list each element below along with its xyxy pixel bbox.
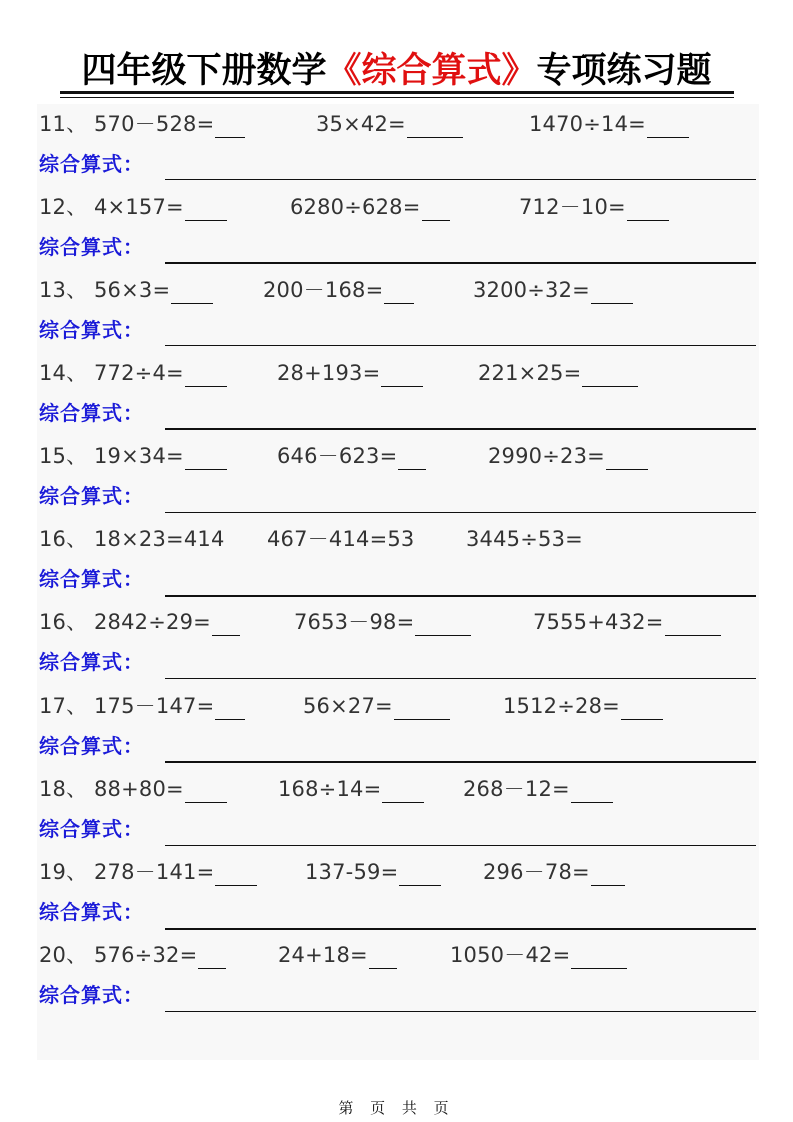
arithmetic-expression	[267, 525, 414, 553]
expression-text: 296－78=	[483, 860, 590, 884]
combined-expression-label: 综合算式：	[39, 567, 144, 591]
expression-text: 712－10=	[519, 195, 626, 219]
problem-number: 15、	[39, 444, 88, 468]
problem-number: 19、	[39, 860, 88, 884]
expression-text: 2842÷29=	[94, 610, 211, 634]
answer-blank[interactable]	[606, 449, 648, 470]
problem-number: 16、	[39, 527, 88, 551]
expression-text: 6280÷628=	[290, 195, 421, 219]
arithmetic-expression	[533, 608, 721, 636]
answer-blank[interactable]	[215, 865, 257, 886]
problem-number: 14、	[39, 361, 88, 385]
problem-number: 16、	[39, 610, 88, 634]
combined-expression-answer-line[interactable]	[165, 678, 756, 679]
answer-blank[interactable]	[627, 200, 669, 221]
arithmetic-expression	[94, 193, 227, 221]
title-highlight: 《综合算式》	[326, 51, 537, 91]
expression-text: 7555+432=	[533, 610, 664, 634]
expression-text: 278－141=	[94, 860, 215, 884]
answer-blank[interactable]	[591, 283, 633, 304]
answer-blank[interactable]	[171, 283, 213, 304]
arithmetic-expression	[488, 442, 648, 470]
expression-text: 1470÷14=	[529, 112, 646, 136]
combined-expression-label: 综合算式：	[39, 817, 144, 841]
page-footer: 第 页 共 页	[338, 1099, 455, 1117]
answer-blank[interactable]	[369, 948, 397, 969]
combined-expression-label: 综合算式：	[39, 401, 144, 425]
answer-blank[interactable]	[591, 865, 625, 886]
arithmetic-expression	[519, 193, 669, 221]
expression-text: 646－623=	[277, 444, 398, 468]
combined-expression-label: 综合算式：	[39, 900, 144, 924]
arithmetic-expression	[94, 442, 227, 470]
answer-blank[interactable]	[422, 200, 450, 221]
answer-blank[interactable]	[381, 366, 423, 387]
expression-text: 56×3=	[94, 278, 171, 302]
answer-blank[interactable]	[571, 948, 627, 969]
combined-expression-label: 综合算式：	[39, 152, 144, 176]
arithmetic-expression	[450, 941, 627, 969]
arithmetic-expression	[94, 858, 257, 886]
combined-expression-label: 综合算式：	[39, 983, 144, 1007]
answer-blank[interactable]	[185, 449, 227, 470]
arithmetic-expression	[503, 692, 663, 720]
combined-expression-answer-line[interactable]	[165, 595, 756, 597]
arithmetic-expression	[290, 193, 450, 221]
combined-expression-answer-line[interactable]	[165, 761, 756, 763]
combined-expression-answer-line[interactable]	[165, 428, 756, 430]
title-main: 四年级下册数学	[81, 51, 327, 91]
arithmetic-expression	[94, 608, 240, 636]
answer-blank[interactable]	[185, 366, 227, 387]
arithmetic-expression	[94, 775, 227, 803]
arithmetic-expression	[316, 110, 463, 138]
combined-expression-answer-line[interactable]	[165, 512, 756, 513]
expression-text: 570－528=	[94, 112, 215, 136]
arithmetic-expression	[94, 110, 245, 138]
expression-text: 24+18=	[278, 943, 368, 967]
expression-text: 200－168=	[263, 278, 384, 302]
answer-blank[interactable]	[198, 948, 226, 969]
expression-text: 168÷14=	[278, 777, 382, 801]
expression-text: 175－147=	[94, 694, 215, 718]
answer-blank[interactable]	[384, 283, 414, 304]
arithmetic-expression	[305, 858, 441, 886]
arithmetic-expression	[263, 276, 414, 304]
arithmetic-expression	[94, 941, 226, 969]
arithmetic-expression	[529, 110, 689, 138]
expression-text: 221×25=	[478, 361, 582, 385]
combined-expression-label: 综合算式：	[39, 235, 144, 259]
answer-blank[interactable]	[215, 699, 245, 720]
expression-text: 772÷4=	[94, 361, 184, 385]
expression-text: 1512÷28=	[503, 694, 620, 718]
arithmetic-expression	[483, 858, 625, 886]
answer-blank[interactable]	[398, 449, 426, 470]
combined-expression-answer-line[interactable]	[165, 845, 756, 846]
answer-blank[interactable]	[582, 366, 638, 387]
arithmetic-expression	[277, 442, 426, 470]
expression-text: 576÷32=	[94, 943, 198, 967]
arithmetic-expression	[303, 692, 450, 720]
expression-text: 88+80=	[94, 777, 184, 801]
expression-text: 1050－42=	[450, 943, 571, 967]
expression-text: 19×34=	[94, 444, 184, 468]
combined-expression-label: 综合算式：	[39, 484, 144, 508]
combined-expression-answer-line[interactable]	[165, 345, 756, 346]
arithmetic-expression	[294, 608, 471, 636]
expression-text: 3200÷32=	[473, 278, 590, 302]
expression-text: 467－414=53	[267, 527, 415, 551]
answer-blank[interactable]	[185, 200, 227, 221]
answer-blank[interactable]	[382, 782, 424, 803]
arithmetic-expression	[94, 525, 225, 553]
answer-blank[interactable]	[215, 117, 245, 138]
arithmetic-expression	[94, 359, 227, 387]
arithmetic-expression	[94, 276, 213, 304]
expression-text: 7653－98=	[294, 610, 415, 634]
title-rule-thick	[60, 91, 734, 94]
problem-number: 20、	[39, 943, 88, 967]
answer-blank[interactable]	[621, 699, 663, 720]
combined-expression-label: 综合算式：	[39, 650, 144, 674]
expression-text: 18×23=414	[94, 527, 225, 551]
problem-number: 11、	[39, 112, 88, 136]
answer-blank[interactable]	[665, 615, 721, 636]
answer-blank[interactable]	[415, 615, 471, 636]
combined-expression-answer-line[interactable]	[165, 1011, 756, 1012]
answer-blank[interactable]	[185, 782, 227, 803]
answer-blank[interactable]	[399, 865, 441, 886]
arithmetic-expression	[473, 276, 633, 304]
answer-blank[interactable]	[407, 117, 463, 138]
expression-text: 56×27=	[303, 694, 393, 718]
page-title	[0, 46, 793, 96]
expression-text: 137-59=	[305, 860, 399, 884]
title-rule-thin	[60, 97, 734, 98]
combined-expression-answer-line[interactable]	[165, 179, 756, 180]
worksheet-background	[37, 104, 759, 1060]
combined-expression-answer-line[interactable]	[165, 928, 756, 930]
combined-expression-label: 综合算式：	[39, 318, 144, 342]
arithmetic-expression	[463, 775, 613, 803]
arithmetic-expression	[466, 525, 583, 553]
arithmetic-expression	[94, 692, 245, 720]
problem-number: 17、	[39, 694, 88, 718]
combined-expression-label: 综合算式：	[39, 734, 144, 758]
arithmetic-expression	[478, 359, 638, 387]
answer-blank[interactable]	[394, 699, 450, 720]
expression-text: 268－12=	[463, 777, 570, 801]
problem-number: 13、	[39, 278, 88, 302]
expression-text: 28+193=	[277, 361, 381, 385]
answer-blank[interactable]	[647, 117, 689, 138]
expression-text: 35×42=	[316, 112, 406, 136]
problem-number: 12、	[39, 195, 88, 219]
title-suffix: 专项练习题	[536, 51, 712, 91]
problem-number: 18、	[39, 777, 88, 801]
expression-text: 3445÷53=	[466, 527, 583, 551]
expression-text: 2990÷23=	[488, 444, 605, 468]
arithmetic-expression	[277, 359, 423, 387]
answer-blank[interactable]	[571, 782, 613, 803]
arithmetic-expression	[278, 941, 397, 969]
expression-text: 4×157=	[94, 195, 184, 219]
combined-expression-answer-line[interactable]	[165, 262, 756, 264]
arithmetic-expression	[278, 775, 424, 803]
answer-blank[interactable]	[212, 615, 240, 636]
